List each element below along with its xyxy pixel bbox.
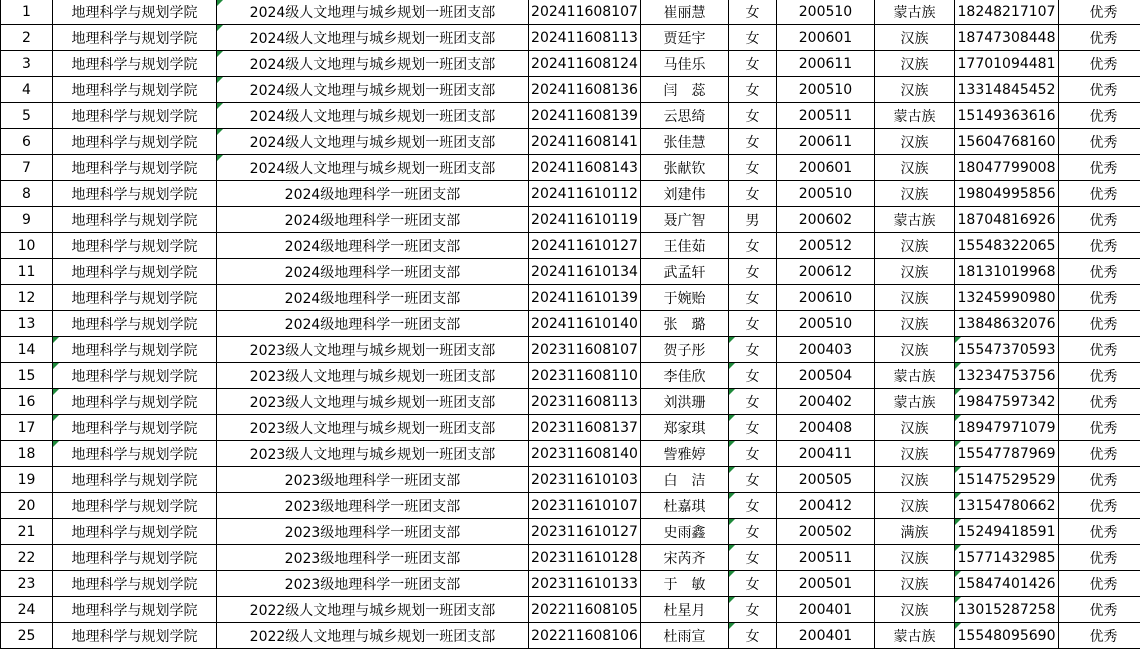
row-number-cell[interactable]: 10 — [1, 233, 53, 259]
ethnicity-cell[interactable]: 汉族 — [875, 545, 955, 571]
branch-cell[interactable]: 2024级人文地理与城乡规划一班团支部 — [217, 129, 529, 155]
student-name-cell[interactable]: 张献钦 — [641, 155, 729, 181]
student-name-cell[interactable]: 贾廷宇 — [641, 25, 729, 51]
birth-month-cell[interactable]: 200612 — [777, 259, 875, 285]
rating-cell[interactable]: 优秀 — [1059, 545, 1140, 571]
row-number-cell[interactable]: 25 — [1, 623, 53, 649]
row-number-cell[interactable]: 14 — [1, 337, 53, 363]
student-name-cell[interactable]: 郑家琪 — [641, 415, 729, 441]
gender-cell[interactable]: 女 — [729, 519, 777, 545]
ethnicity-cell[interactable]: 汉族 — [875, 181, 955, 207]
birth-month-cell[interactable]: 200502 — [777, 519, 875, 545]
ethnicity-cell[interactable]: 蒙古族 — [875, 623, 955, 649]
student-name-cell[interactable]: 杜嘉琪 — [641, 493, 729, 519]
gender-cell[interactable]: 女 — [729, 571, 777, 597]
table-row — [1, 441, 1140, 467]
branch-cell[interactable]: 2024级人文地理与城乡规划一班团支部 — [217, 25, 529, 51]
table-row — [1, 51, 1140, 77]
row-number-cell[interactable]: 15 — [1, 363, 53, 389]
gender-cell[interactable]: 男 — [729, 207, 777, 233]
gender-cell[interactable]: 女 — [729, 389, 777, 415]
gender-cell[interactable]: 女 — [729, 181, 777, 207]
rating-cell[interactable]: 优秀 — [1059, 337, 1140, 363]
phone-cell[interactable]: 15149363616 — [955, 103, 1059, 129]
student-id-cell[interactable]: 202411610127 — [529, 233, 641, 259]
branch-cell[interactable]: 2023级人文地理与城乡规划一班团支部 — [217, 389, 529, 415]
college-cell[interactable]: 地理科学与规划学院 — [53, 0, 217, 25]
college-cell[interactable]: 地理科学与规划学院 — [53, 415, 217, 441]
student-id-cell[interactable]: 202311610107 — [529, 493, 641, 519]
branch-cell[interactable]: 2024级人文地理与城乡规划一班团支部 — [217, 155, 529, 181]
table-row — [1, 363, 1140, 389]
ethnicity-cell[interactable]: 汉族 — [875, 77, 955, 103]
table-row — [1, 25, 1140, 51]
phone-cell[interactable]: 13245990980 — [955, 285, 1059, 311]
birth-month-cell[interactable]: 200401 — [777, 623, 875, 649]
table-row — [1, 623, 1140, 649]
rating-cell[interactable]: 优秀 — [1059, 207, 1140, 233]
birth-month-cell[interactable]: 200411 — [777, 441, 875, 467]
branch-cell[interactable]: 2023级人文地理与城乡规划一班团支部 — [217, 441, 529, 467]
table-row — [1, 0, 1140, 25]
phone-cell[interactable]: 15147529529 — [955, 467, 1059, 493]
gender-cell[interactable]: 女 — [729, 597, 777, 623]
ethnicity-cell[interactable]: 汉族 — [875, 467, 955, 493]
ethnicity-cell[interactable]: 汉族 — [875, 597, 955, 623]
table-row — [1, 233, 1140, 259]
table-row — [1, 389, 1140, 415]
row-number-cell[interactable]: 4 — [1, 77, 53, 103]
phone-cell[interactable]: 18947971079 — [955, 415, 1059, 441]
phone-cell[interactable]: 18747308448 — [955, 25, 1059, 51]
rating-cell[interactable]: 优秀 — [1059, 363, 1140, 389]
row-number-cell[interactable]: 16 — [1, 389, 53, 415]
gender-cell[interactable]: 女 — [729, 25, 777, 51]
ethnicity-cell[interactable]: 蒙古族 — [875, 0, 955, 25]
row-number-cell[interactable]: 2 — [1, 25, 53, 51]
row-number-cell[interactable]: 13 — [1, 311, 53, 337]
birth-month-cell[interactable]: 200504 — [777, 363, 875, 389]
branch-cell[interactable]: 2024级地理科学一班团支部 — [217, 181, 529, 207]
birth-month-cell[interactable]: 200408 — [777, 415, 875, 441]
ethnicity-cell[interactable]: 满族 — [875, 519, 955, 545]
phone-cell[interactable]: 15771432985 — [955, 545, 1059, 571]
gender-cell[interactable]: 女 — [729, 0, 777, 25]
branch-cell[interactable]: 2022级人文地理与城乡规划一班团支部 — [217, 623, 529, 649]
student-id-cell[interactable]: 202311608110 — [529, 363, 641, 389]
branch-cell[interactable]: 2023级地理科学一班团支部 — [217, 571, 529, 597]
table-row — [1, 337, 1140, 363]
college-cell[interactable]: 地理科学与规划学院 — [53, 545, 217, 571]
gender-cell[interactable]: 女 — [729, 623, 777, 649]
rating-cell[interactable]: 优秀 — [1059, 51, 1140, 77]
row-number-cell[interactable]: 18 — [1, 441, 53, 467]
ethnicity-cell[interactable]: 汉族 — [875, 571, 955, 597]
rating-cell[interactable]: 优秀 — [1059, 285, 1140, 311]
rating-cell[interactable]: 优秀 — [1059, 311, 1140, 337]
birth-month-cell[interactable]: 200510 — [777, 311, 875, 337]
college-cell[interactable]: 地理科学与规划学院 — [53, 207, 217, 233]
phone-cell[interactable]: 15548322065 — [955, 233, 1059, 259]
row-number-cell[interactable]: 22 — [1, 545, 53, 571]
birth-month-cell[interactable]: 200611 — [777, 129, 875, 155]
ethnicity-cell[interactable]: 蒙古族 — [875, 389, 955, 415]
row-number-cell[interactable]: 19 — [1, 467, 53, 493]
branch-cell[interactable]: 2024级人文地理与城乡规划一班团支部 — [217, 77, 529, 103]
branch-cell[interactable]: 2023级地理科学一班团支部 — [217, 545, 529, 571]
gender-cell[interactable]: 女 — [729, 285, 777, 311]
phone-cell[interactable]: 13848632076 — [955, 311, 1059, 337]
gender-cell[interactable]: 女 — [729, 467, 777, 493]
student-id-cell[interactable]: 202411608113 — [529, 25, 641, 51]
ethnicity-cell[interactable]: 汉族 — [875, 155, 955, 181]
rating-cell[interactable]: 优秀 — [1059, 623, 1140, 649]
branch-cell[interactable]: 2023级地理科学一班团支部 — [217, 519, 529, 545]
table-row — [1, 129, 1140, 155]
ethnicity-cell[interactable]: 汉族 — [875, 129, 955, 155]
student-name-cell[interactable]: 宋芮齐 — [641, 545, 729, 571]
gender-cell[interactable]: 女 — [729, 311, 777, 337]
student-id-cell[interactable]: 202411608143 — [529, 155, 641, 181]
table-row — [1, 311, 1140, 337]
table-row — [1, 597, 1140, 623]
branch-cell[interactable]: 2023级人文地理与城乡规划一班团支部 — [217, 337, 529, 363]
phone-cell[interactable]: 18047799008 — [955, 155, 1059, 181]
rating-cell[interactable]: 优秀 — [1059, 129, 1140, 155]
college-cell[interactable]: 地理科学与规划学院 — [53, 493, 217, 519]
row-number-cell[interactable]: 3 — [1, 51, 53, 77]
birth-month-cell[interactable]: 200505 — [777, 467, 875, 493]
phone-cell[interactable]: 18131019968 — [955, 259, 1059, 285]
student-id-cell[interactable]: 202411608139 — [529, 103, 641, 129]
ethnicity-cell[interactable]: 汉族 — [875, 415, 955, 441]
student-id-cell[interactable]: 202411608136 — [529, 77, 641, 103]
birth-month-cell[interactable]: 200601 — [777, 155, 875, 181]
rating-cell[interactable]: 优秀 — [1059, 25, 1140, 51]
rating-cell[interactable]: 优秀 — [1059, 0, 1140, 25]
birth-month-cell[interactable]: 200510 — [777, 77, 875, 103]
row-number-cell[interactable]: 5 — [1, 103, 53, 129]
student-name-cell[interactable]: 白 洁 — [641, 467, 729, 493]
student-name-cell[interactable]: 杜星月 — [641, 597, 729, 623]
branch-cell[interactable]: 2023级人文地理与城乡规划一班团支部 — [217, 415, 529, 441]
branch-cell[interactable]: 2024级人文地理与城乡规划一班团支部 — [217, 51, 529, 77]
gender-cell[interactable]: 女 — [729, 493, 777, 519]
ethnicity-cell[interactable]: 汉族 — [875, 441, 955, 467]
student-name-cell[interactable]: 刘洪珊 — [641, 389, 729, 415]
ethnicity-cell[interactable]: 蒙古族 — [875, 103, 955, 129]
phone-cell[interactable]: 15548095690 — [955, 623, 1059, 649]
student-name-cell[interactable]: 马佳乐 — [641, 51, 729, 77]
ethnicity-cell[interactable]: 汉族 — [875, 233, 955, 259]
table-row — [1, 103, 1140, 129]
student-name-cell[interactable]: 武孟轩 — [641, 259, 729, 285]
gender-cell[interactable]: 女 — [729, 51, 777, 77]
student-id-cell[interactable]: 202211608106 — [529, 623, 641, 649]
table-row — [1, 415, 1140, 441]
branch-cell[interactable]: 2024级地理科学一班团支部 — [217, 259, 529, 285]
gender-cell[interactable]: 女 — [729, 233, 777, 259]
phone-cell[interactable]: 18704816926 — [955, 207, 1059, 233]
student-name-cell[interactable]: 云思绮 — [641, 103, 729, 129]
birth-month-cell[interactable]: 200501 — [777, 571, 875, 597]
gender-cell[interactable]: 女 — [729, 415, 777, 441]
branch-cell[interactable]: 2024级地理科学一班团支部 — [217, 233, 529, 259]
ethnicity-cell[interactable]: 汉族 — [875, 337, 955, 363]
student-name-cell[interactable]: 张 璐 — [641, 311, 729, 337]
birth-month-cell[interactable]: 200602 — [777, 207, 875, 233]
ethnicity-cell[interactable]: 汉族 — [875, 311, 955, 337]
row-number-cell[interactable]: 23 — [1, 571, 53, 597]
table-body — [1, 0, 1140, 649]
student-id-cell[interactable]: 202411610139 — [529, 285, 641, 311]
branch-cell[interactable]: 2023级地理科学一班团支部 — [217, 467, 529, 493]
student-name-cell[interactable]: 刘建伟 — [641, 181, 729, 207]
birth-month-cell[interactable]: 200512 — [777, 233, 875, 259]
phone-cell[interactable]: 19804995856 — [955, 181, 1059, 207]
birth-month-cell[interactable]: 200401 — [777, 597, 875, 623]
student-id-cell[interactable]: 202411608124 — [529, 51, 641, 77]
table-row — [1, 545, 1140, 571]
college-cell[interactable]: 地理科学与规划学院 — [53, 259, 217, 285]
table-row — [1, 519, 1140, 545]
row-number-cell[interactable]: 1 — [1, 0, 53, 25]
ethnicity-cell[interactable]: 汉族 — [875, 285, 955, 311]
birth-month-cell[interactable]: 200510 — [777, 0, 875, 25]
rating-cell[interactable]: 优秀 — [1059, 493, 1140, 519]
birth-month-cell[interactable]: 200403 — [777, 337, 875, 363]
birth-month-cell[interactable]: 200510 — [777, 181, 875, 207]
college-cell[interactable]: 地理科学与规划学院 — [53, 311, 217, 337]
student-id-cell[interactable]: 202311608107 — [529, 337, 641, 363]
birth-month-cell[interactable]: 200511 — [777, 103, 875, 129]
college-cell[interactable]: 地理科学与规划学院 — [53, 25, 217, 51]
table-row — [1, 77, 1140, 103]
branch-cell[interactable]: 2024级地理科学一班团支部 — [217, 311, 529, 337]
ethnicity-cell[interactable]: 蒙古族 — [875, 363, 955, 389]
phone-cell[interactable]: 17701094481 — [955, 51, 1059, 77]
college-cell[interactable]: 地理科学与规划学院 — [53, 337, 217, 363]
gender-cell[interactable]: 女 — [729, 259, 777, 285]
phone-cell[interactable]: 15604768160 — [955, 129, 1059, 155]
birth-month-cell[interactable]: 200511 — [777, 545, 875, 571]
branch-cell[interactable]: 2023级人文地理与城乡规划一班团支部 — [217, 363, 529, 389]
rating-cell[interactable]: 优秀 — [1059, 259, 1140, 285]
ethnicity-cell[interactable]: 汉族 — [875, 259, 955, 285]
college-cell[interactable]: 地理科学与规划学院 — [53, 623, 217, 649]
table-row — [1, 467, 1140, 493]
college-cell[interactable]: 地理科学与规划学院 — [53, 389, 217, 415]
student-id-cell[interactable]: 202311610128 — [529, 545, 641, 571]
phone-cell[interactable]: 15547787969 — [955, 441, 1059, 467]
gender-cell[interactable]: 女 — [729, 103, 777, 129]
birth-month-cell[interactable]: 200611 — [777, 51, 875, 77]
ethnicity-cell[interactable]: 汉族 — [875, 25, 955, 51]
birth-month-cell[interactable]: 200412 — [777, 493, 875, 519]
gender-cell[interactable]: 女 — [729, 77, 777, 103]
rating-cell[interactable]: 优秀 — [1059, 77, 1140, 103]
college-cell[interactable]: 地理科学与规划学院 — [53, 571, 217, 597]
table-row — [1, 493, 1140, 519]
rating-cell[interactable]: 优秀 — [1059, 519, 1140, 545]
rating-cell[interactable]: 优秀 — [1059, 181, 1140, 207]
ethnicity-cell[interactable]: 汉族 — [875, 493, 955, 519]
student-name-cell[interactable]: 王佳茹 — [641, 233, 729, 259]
student-name-cell[interactable]: 于 敏 — [641, 571, 729, 597]
college-cell[interactable]: 地理科学与规划学院 — [53, 51, 217, 77]
branch-cell[interactable]: 2022级人文地理与城乡规划一班团支部 — [217, 597, 529, 623]
row-number-cell[interactable]: 20 — [1, 493, 53, 519]
birth-month-cell[interactable]: 200610 — [777, 285, 875, 311]
student-id-cell[interactable]: 202411608107 — [529, 0, 641, 25]
college-cell[interactable]: 地理科学与规划学院 — [53, 181, 217, 207]
birth-month-cell[interactable]: 200402 — [777, 389, 875, 415]
college-cell[interactable]: 地理科学与规划学院 — [53, 597, 217, 623]
student-name-cell[interactable]: 訾雅婷 — [641, 441, 729, 467]
phone-cell[interactable]: 13154780662 — [955, 493, 1059, 519]
student-name-cell[interactable]: 崔丽慧 — [641, 0, 729, 25]
student-id-cell[interactable]: 202311608140 — [529, 441, 641, 467]
college-cell[interactable]: 地理科学与规划学院 — [53, 129, 217, 155]
college-cell[interactable]: 地理科学与规划学院 — [53, 441, 217, 467]
phone-cell[interactable]: 13234753756 — [955, 363, 1059, 389]
row-number-cell[interactable]: 9 — [1, 207, 53, 233]
gender-cell[interactable]: 女 — [729, 441, 777, 467]
rating-cell[interactable]: 优秀 — [1059, 389, 1140, 415]
gender-cell[interactable]: 女 — [729, 337, 777, 363]
phone-cell[interactable]: 18248217107 — [955, 0, 1059, 25]
student-id-cell[interactable]: 202311608137 — [529, 415, 641, 441]
phone-cell[interactable]: 15547370593 — [955, 337, 1059, 363]
rating-cell[interactable]: 优秀 — [1059, 103, 1140, 129]
student-name-cell[interactable]: 张佳慧 — [641, 129, 729, 155]
college-cell[interactable]: 地理科学与规划学院 — [53, 77, 217, 103]
student-id-cell[interactable]: 202411610112 — [529, 181, 641, 207]
gender-cell[interactable]: 女 — [729, 155, 777, 181]
student-id-cell[interactable]: 202411608141 — [529, 129, 641, 155]
branch-cell[interactable]: 2024级地理科学一班团支部 — [217, 207, 529, 233]
student-id-cell[interactable]: 202411610140 — [529, 311, 641, 337]
student-id-cell[interactable]: 202411610119 — [529, 207, 641, 233]
student-id-cell[interactable]: 202311610127 — [529, 519, 641, 545]
student-name-cell[interactable]: 闫 蕊 — [641, 77, 729, 103]
gender-cell[interactable]: 女 — [729, 363, 777, 389]
branch-cell[interactable]: 2023级地理科学一班团支部 — [217, 493, 529, 519]
college-cell[interactable]: 地理科学与规划学院 — [53, 285, 217, 311]
student-id-cell[interactable]: 202211608105 — [529, 597, 641, 623]
gender-cell[interactable]: 女 — [729, 129, 777, 155]
table-row — [1, 155, 1140, 181]
rating-cell[interactable]: 优秀 — [1059, 571, 1140, 597]
rating-cell[interactable]: 优秀 — [1059, 441, 1140, 467]
phone-cell[interactable]: 15847401426 — [955, 571, 1059, 597]
rating-cell[interactable]: 优秀 — [1059, 467, 1140, 493]
student-name-cell[interactable]: 史雨鑫 — [641, 519, 729, 545]
college-cell[interactable]: 地理科学与规划学院 — [53, 155, 217, 181]
student-id-cell[interactable]: 202311610103 — [529, 467, 641, 493]
branch-cell[interactable]: 2024级人文地理与城乡规划一班团支部 — [217, 0, 529, 25]
row-number-cell[interactable]: 17 — [1, 415, 53, 441]
rating-cell[interactable]: 优秀 — [1059, 233, 1140, 259]
rating-cell[interactable]: 优秀 — [1059, 155, 1140, 181]
student-name-cell[interactable]: 杜雨宣 — [641, 623, 729, 649]
phone-cell[interactable]: 15249418591 — [955, 519, 1059, 545]
table-row — [1, 207, 1140, 233]
college-cell[interactable]: 地理科学与规划学院 — [53, 233, 217, 259]
college-cell[interactable]: 地理科学与规划学院 — [53, 363, 217, 389]
row-number-cell[interactable]: 7 — [1, 155, 53, 181]
college-cell[interactable]: 地理科学与规划学院 — [53, 103, 217, 129]
student-id-cell[interactable]: 202311610133 — [529, 571, 641, 597]
phone-cell[interactable]: 13314845452 — [955, 77, 1059, 103]
college-cell[interactable]: 地理科学与规划学院 — [53, 467, 217, 493]
student-id-cell[interactable]: 202411610134 — [529, 259, 641, 285]
row-number-cell[interactable]: 8 — [1, 181, 53, 207]
student-name-cell[interactable]: 于婉贻 — [641, 285, 729, 311]
phone-cell[interactable]: 19847597342 — [955, 389, 1059, 415]
student-name-cell[interactable]: 聂广智 — [641, 207, 729, 233]
table-row — [1, 181, 1140, 207]
table-row — [1, 571, 1140, 597]
branch-cell[interactable]: 2024级地理科学一班团支部 — [217, 285, 529, 311]
row-number-cell[interactable]: 21 — [1, 519, 53, 545]
rating-cell[interactable]: 优秀 — [1059, 415, 1140, 441]
row-number-cell[interactable]: 6 — [1, 129, 53, 155]
student-name-cell[interactable]: 李佳欣 — [641, 363, 729, 389]
table-row — [1, 285, 1140, 311]
birth-month-cell[interactable]: 200601 — [777, 25, 875, 51]
college-cell[interactable]: 地理科学与规划学院 — [53, 519, 217, 545]
branch-cell[interactable]: 2024级人文地理与城乡规划一班团支部 — [217, 103, 529, 129]
ethnicity-cell[interactable]: 蒙古族 — [875, 207, 955, 233]
phone-cell[interactable]: 13015287258 — [955, 597, 1059, 623]
row-number-cell[interactable]: 11 — [1, 259, 53, 285]
gender-cell[interactable]: 女 — [729, 545, 777, 571]
student-name-cell[interactable]: 贺子彤 — [641, 337, 729, 363]
ethnicity-cell[interactable]: 汉族 — [875, 51, 955, 77]
student-id-cell[interactable]: 202311608113 — [529, 389, 641, 415]
row-number-cell[interactable]: 12 — [1, 285, 53, 311]
table-row — [1, 259, 1140, 285]
row-number-cell[interactable]: 24 — [1, 597, 53, 623]
rating-cell[interactable]: 优秀 — [1059, 597, 1140, 623]
